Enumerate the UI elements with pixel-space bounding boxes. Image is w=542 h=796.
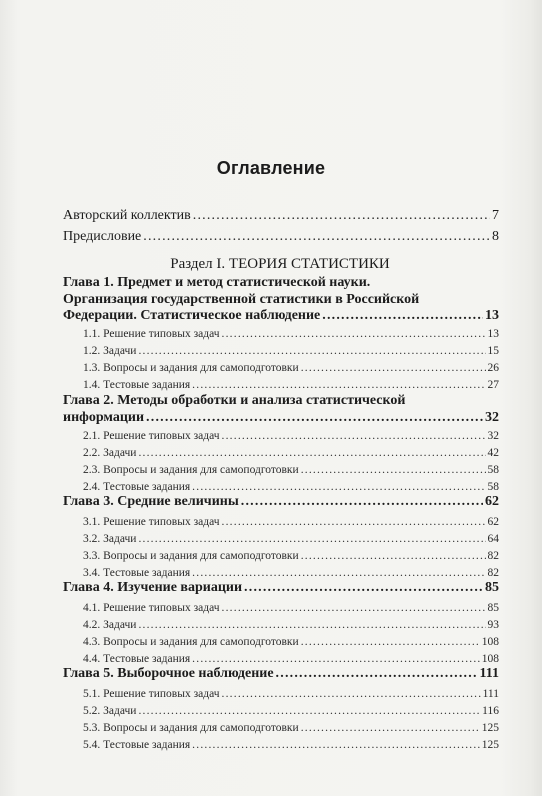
toc-subsection[interactable] (83, 735, 499, 751)
leader-dots (138, 705, 480, 717)
toc-subsection[interactable] (83, 718, 499, 734)
toc-page-number: 111 (482, 688, 499, 700)
toc-subsection[interactable] (83, 512, 499, 528)
toc-page-number: 62 (487, 516, 499, 528)
chapter-title-line: Федерации. Статистическое наблюдение (63, 308, 321, 323)
toc-page-number: 32 (487, 430, 499, 442)
leader-dots (276, 666, 478, 683)
leader-dots (138, 447, 485, 459)
leader-dots (301, 550, 486, 562)
toc-subsection-label: 3.4. Тестовые задания (83, 567, 191, 579)
toc-subsection-label: 5.4. Тестовые задания (83, 739, 191, 751)
toc-entry-label: Предисловие (63, 229, 142, 244)
toc-page-number: 64 (487, 533, 499, 545)
toc-subsection-label: 2.1. Решение типовых задач (83, 430, 220, 442)
toc-page-number: 58 (487, 464, 499, 476)
toc-subsection[interactable] (83, 477, 499, 493)
leader-dots (138, 533, 485, 545)
page-title: Оглавление (216, 158, 326, 178)
toc-subsection[interactable] (83, 546, 499, 562)
chapter-title-line: Глава 3. Средние величины (63, 494, 239, 509)
chapter-title-line: Глава 4. Изучение вариации (63, 580, 243, 595)
leader-dots (222, 516, 486, 528)
toc-page-number: 7 (492, 208, 499, 223)
toc-subsection-label: 5.2. Задачи (83, 705, 137, 717)
leader-dots (301, 464, 486, 476)
leader-dots (244, 580, 483, 597)
toc-page-number: 82 (487, 567, 499, 579)
leader-dots (138, 619, 485, 631)
toc-subsection-label: 3.3. Вопросы и задания для самоподготовки (83, 550, 299, 562)
toc-chapter-5[interactable] (63, 666, 499, 683)
leader-dots (192, 379, 485, 391)
toc-chapter-3[interactable] (63, 494, 499, 511)
chapter-title-line: Глава 1. Предмет и метод статистической науки. (63, 275, 371, 290)
toc-subsection[interactable] (83, 615, 499, 631)
toc-entry-authors[interactable] (63, 206, 499, 224)
toc-subsection-label: 3.1. Решение типовых задач (83, 516, 220, 528)
toc-page-number: 85 (485, 580, 499, 595)
leader-dots (241, 494, 483, 511)
toc-subsection[interactable] (83, 443, 499, 459)
toc-subsection-label: 3.2. Задачи (83, 533, 137, 545)
toc-page-number: 13 (485, 308, 499, 323)
leader-dots (301, 636, 480, 648)
toc-subsection[interactable] (83, 649, 499, 665)
toc-subsection-label: 1.2. Задачи (83, 345, 137, 357)
toc-page-number: 26 (487, 362, 499, 374)
toc-page-number: 58 (487, 481, 499, 493)
toc-subsection[interactable] (83, 324, 499, 340)
toc-subsection[interactable] (83, 341, 499, 357)
toc-page-number: 82 (487, 550, 499, 562)
toc-page-number: 108 (481, 653, 499, 665)
toc-subsection[interactable] (83, 460, 499, 476)
leader-dots (222, 328, 486, 340)
toc-page-number: 125 (481, 739, 499, 751)
toc-subsection[interactable] (83, 684, 499, 700)
toc-subsection[interactable] (83, 701, 499, 717)
toc-subsection-label: 1.3. Вопросы и задания для самоподготовки (83, 362, 299, 374)
leader-dots (138, 345, 485, 357)
toc-page-number: 15 (487, 345, 499, 357)
toc-page-number: 42 (487, 447, 499, 459)
toc-subsection-label: 2.3. Вопросы и задания для самоподготовки (83, 464, 299, 476)
leader-dots (301, 722, 480, 734)
leader-dots (222, 688, 481, 700)
toc-subsection[interactable] (83, 598, 499, 614)
toc-subsection-label: 5.3. Вопросы и задания для самоподготовки (83, 722, 299, 734)
leader-dots (192, 739, 480, 751)
chapter-title-line: Глава 2. Методы обработки и анализа статистической (63, 393, 406, 408)
section-heading: Раздел I. ТЕОРИЯ СТАТИСТИКИ (170, 256, 390, 272)
toc-subsection[interactable] (83, 632, 499, 648)
toc-subsection[interactable] (83, 426, 499, 442)
leader-dots (301, 362, 486, 374)
toc-subsection[interactable] (83, 375, 499, 391)
toc-subsection-label: 4.3. Вопросы и задания для самоподготовки (83, 636, 299, 648)
toc-subsection-label: 5.1. Решение типовых задач (83, 688, 220, 700)
leader-dots (222, 430, 486, 442)
toc-subsection-label: 4.1. Решение типовых задач (83, 602, 220, 614)
leader-dots (322, 308, 483, 325)
toc-entry-label: Авторский коллектив (63, 208, 191, 223)
toc-subsection[interactable] (83, 563, 499, 579)
toc-page-number: 93 (487, 619, 499, 631)
toc-subsection-label: 2.4. Тестовые задания (83, 481, 191, 493)
toc-subsection[interactable] (83, 358, 499, 374)
toc-subsection-label: 1.1. Решение типовых задач (83, 328, 220, 340)
leader-dots (192, 567, 485, 579)
chapter-title-line: Организация государственной статистики в Российской (63, 291, 420, 307)
toc-page-number: 85 (487, 602, 499, 614)
toc-page-number: 62 (485, 494, 499, 509)
leader-dots (193, 208, 490, 224)
toc-subsection-label: 4.2. Задачи (83, 619, 137, 631)
toc-chapter-1[interactable] (63, 275, 499, 325)
leader-dots (222, 602, 486, 614)
toc-chapter-4[interactable] (63, 580, 499, 597)
leader-dots (143, 229, 490, 245)
chapter-title-line: Глава 5. Выборочное наблюдение (63, 666, 274, 681)
leader-dots (192, 481, 485, 493)
toc-subsection-label: 4.4. Тестовые задания (83, 653, 191, 665)
toc-chapter-2[interactable] (63, 393, 499, 426)
toc-page-number: 13 (487, 328, 499, 340)
toc-subsection-label: 2.2. Задачи (83, 447, 137, 459)
toc-page-number: 8 (492, 229, 499, 244)
toc-page-number: 125 (481, 722, 499, 734)
toc-page-number: 32 (485, 409, 499, 425)
toc-page-number: 108 (481, 636, 499, 648)
toc-subsection-label: 1.4. Тестовые задания (83, 379, 191, 391)
chapter-title-line: информации (63, 409, 145, 425)
toc-page-number: 27 (487, 379, 499, 391)
leader-dots (146, 410, 483, 427)
leader-dots (192, 653, 480, 665)
toc-subsection[interactable] (83, 529, 499, 545)
toc-page-number: 116 (482, 705, 499, 717)
toc-entry-preface[interactable] (63, 227, 499, 245)
toc-page-number: 111 (479, 666, 499, 681)
